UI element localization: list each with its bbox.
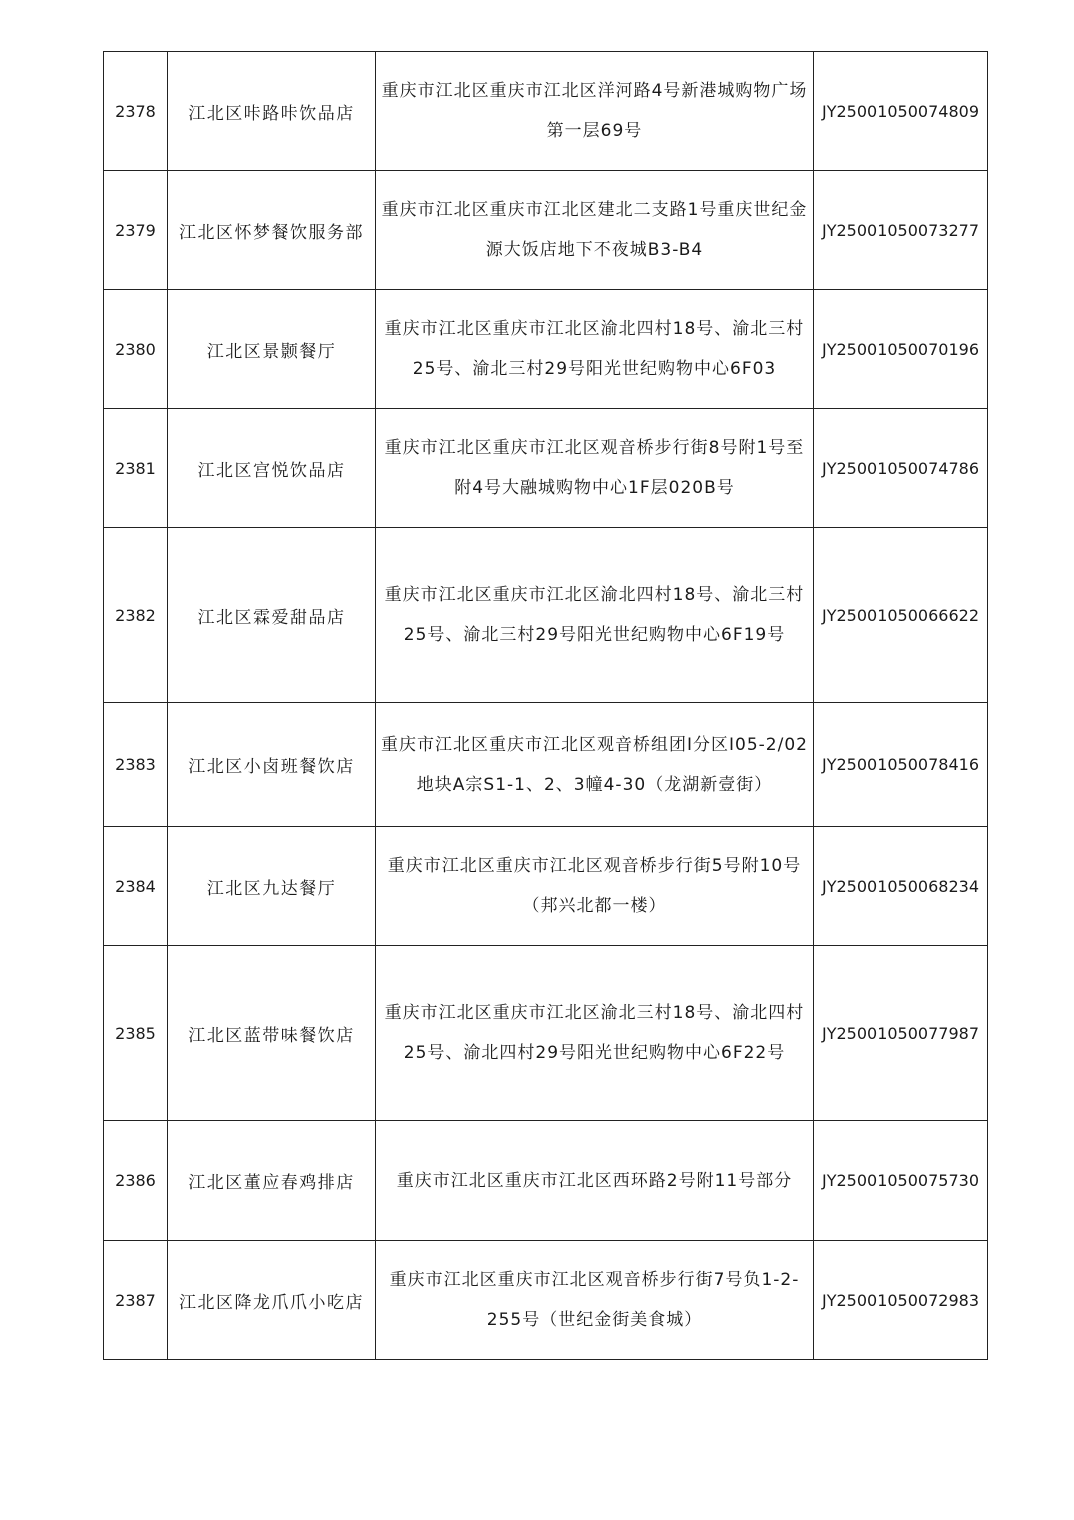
business-address: 重庆市江北区重庆市江北区渝北四村18号、渝北三村25号、渝北三村29号阳光世纪购物中心6F03	[376, 290, 814, 409]
license-number: JY25001050066622	[814, 528, 988, 703]
license-number: JY25001050077987	[814, 946, 988, 1121]
license-number: JY25001050073277	[814, 171, 988, 290]
business-address: 重庆市江北区重庆市江北区渝北四村18号、渝北三村25号、渝北三村29号阳光世纪购物中心6F19号	[376, 528, 814, 703]
license-number: JY25001050068234	[814, 827, 988, 946]
record-number: 2381	[104, 409, 168, 528]
table-row	[104, 827, 988, 946]
business-address: 重庆市江北区重庆市江北区观音桥步行街5号附10号（邦兴北都一楼）	[376, 827, 814, 946]
table-row	[104, 528, 988, 703]
business-name: 江北区霖爱甜品店	[168, 528, 376, 703]
business-name: 江北区董应春鸡排店	[168, 1121, 376, 1241]
license-number: JY25001050074809	[814, 52, 988, 171]
table-row	[104, 171, 988, 290]
record-number: 2386	[104, 1121, 168, 1241]
business-name: 江北区降龙爪爪小吃店	[168, 1241, 376, 1360]
table-row	[104, 946, 988, 1121]
table-row	[104, 1241, 988, 1360]
business-name: 江北区宫悦饮品店	[168, 409, 376, 528]
record-number: 2387	[104, 1241, 168, 1360]
business-address: 重庆市江北区重庆市江北区观音桥步行街8号附1号至附4号大融城购物中心1F层020B号	[376, 409, 814, 528]
license-number: JY25001050072983	[814, 1241, 988, 1360]
business-address: 重庆市江北区重庆市江北区洋河路4号新港城购物广场第一层69号	[376, 52, 814, 171]
license-number: JY25001050074786	[814, 409, 988, 528]
table-row	[104, 52, 988, 171]
business-address: 重庆市江北区重庆市江北区西环路2号附11号部分	[376, 1121, 814, 1241]
business-name: 江北区小卤班餐饮店	[168, 703, 376, 827]
license-number: JY25001050070196	[814, 290, 988, 409]
business-address: 重庆市江北区重庆市江北区观音桥步行街7号负1-2-255号（世纪金街美食城）	[376, 1241, 814, 1360]
table-row	[104, 1121, 988, 1241]
record-number: 2383	[104, 703, 168, 827]
business-name: 江北区景颢餐厅	[168, 290, 376, 409]
record-number: 2382	[104, 528, 168, 703]
business-name: 江北区蓝带味餐饮店	[168, 946, 376, 1121]
records-table	[103, 51, 988, 1360]
license-number: JY25001050075730	[814, 1121, 988, 1241]
business-name: 江北区咔路咔饮品店	[168, 52, 376, 171]
business-name: 江北区九达餐厅	[168, 827, 376, 946]
business-address: 重庆市江北区重庆市江北区建北二支路1号重庆世纪金源大饭店地下不夜城B3-B4	[376, 171, 814, 290]
record-number: 2385	[104, 946, 168, 1121]
record-number: 2380	[104, 290, 168, 409]
business-name: 江北区怀梦餐饮服务部	[168, 171, 376, 290]
license-number: JY25001050078416	[814, 703, 988, 827]
table-row	[104, 703, 988, 827]
business-address: 重庆市江北区重庆市江北区观音桥组团Ⅰ分区I05-2/02地块A宗S1-1、2、3幢4-30（龙湖新壹街）	[376, 703, 814, 827]
record-number: 2379	[104, 171, 168, 290]
table-row	[104, 290, 988, 409]
record-number: 2384	[104, 827, 168, 946]
business-address: 重庆市江北区重庆市江北区渝北三村18号、渝北四村25号、渝北四村29号阳光世纪购物中心6F22号	[376, 946, 814, 1121]
record-number: 2378	[104, 52, 168, 171]
table-row	[104, 409, 988, 528]
